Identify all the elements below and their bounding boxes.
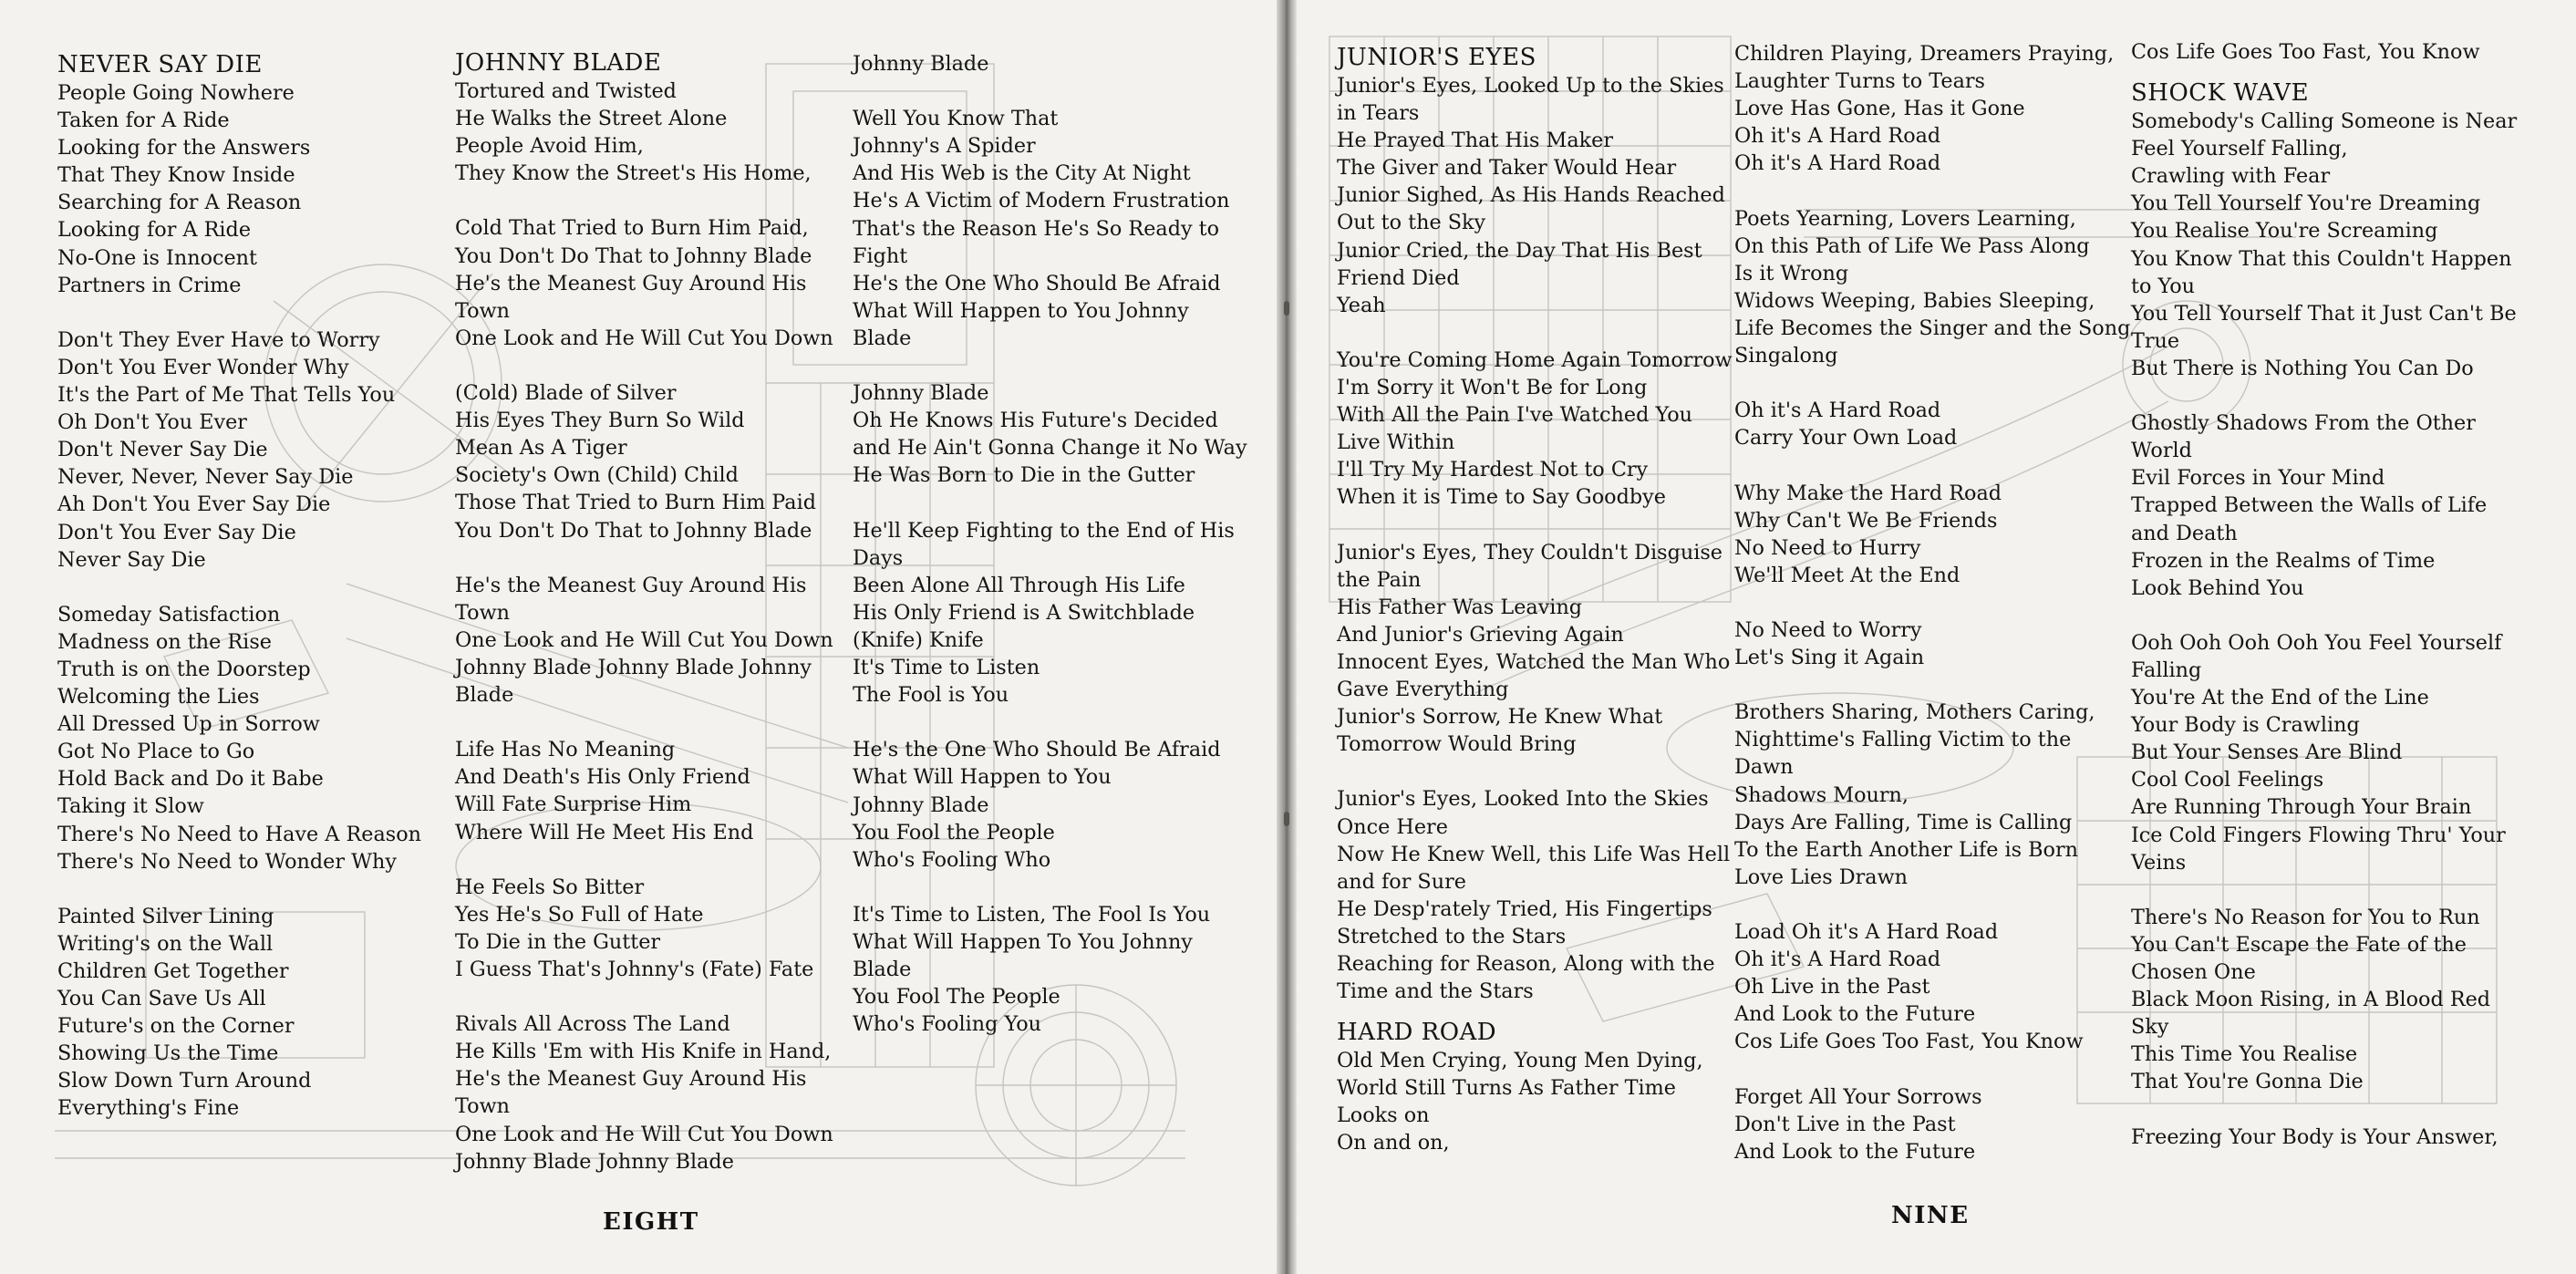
lyric-line: Hold Back and Do it Babe	[57, 767, 324, 792]
lyric-line: and for Sure	[1337, 869, 1466, 894]
lyrics-lines	[57, 79, 459, 1123]
stanza-break	[1734, 891, 2136, 918]
lyrics-lines	[1337, 72, 1738, 1005]
lyric-line: Out to the Sky	[1337, 211, 1486, 235]
lyric-line: Once Here	[1337, 814, 1448, 839]
lyric-line: (Cold) Blade of Silver	[455, 381, 677, 406]
stanza-break	[2131, 876, 2532, 904]
lyric-line: On this Path of Life We Pass Along	[1734, 233, 2090, 258]
lyric-line: Slow Down Turn Around	[57, 1069, 312, 1093]
lyric-line: Cold That Tried to Burn Him Paid,	[455, 216, 809, 241]
lyrics-lines	[2131, 38, 2532, 66]
lyric-line: They Know the Street's His Home,	[455, 161, 812, 186]
lyric-line: Ah Don't You Ever Say Die	[57, 492, 331, 517]
lyric-line: Shadows Mourn,	[1734, 782, 1909, 807]
lyric-line: Everything's Fine	[57, 1096, 240, 1121]
lyric-line: He Was Born to Die in the Gutter	[853, 463, 1195, 488]
stanza-break	[2131, 602, 2532, 629]
lyric-line: Are Running Through Your Brain	[2131, 795, 2472, 820]
lyric-line: Junior's Eyes, Looked Into the Skies	[1337, 787, 1709, 812]
lyric-line: He Kills 'Em with His Knife in Hand,	[455, 1040, 832, 1064]
staple-bottom	[1284, 812, 1289, 826]
lyrics-lines	[2131, 108, 2532, 1151]
lyric-line: Chosen One	[2131, 960, 2256, 984]
lyric-line: Carry Your Own Load	[1734, 426, 1958, 451]
lyric-line: Yeah	[1337, 293, 1386, 317]
lyric-line: To Die in the Gutter	[455, 929, 661, 954]
stanza-break	[2131, 1095, 2532, 1123]
lyric-line: You're Coming Home Again Tomorrow	[1337, 347, 1733, 372]
lyric-line: Blade	[853, 326, 912, 350]
lyric-line: Oh it's A Hard Road	[1734, 151, 1941, 176]
lyric-line: Brothers Sharing, Mothers Caring,	[1734, 700, 2095, 725]
lyric-line: Taking it Slow	[57, 794, 204, 819]
lyric-line: Life Becomes the Singer and the Song	[1734, 316, 2131, 340]
lyric-line: Johnny Blade	[853, 792, 989, 817]
lyric-line: Looks on	[1337, 1103, 1430, 1128]
lyric-line: Nighttime's Falling Victim to the	[1734, 728, 2072, 752]
lyric-line: Innocent Eyes, Watched the Man Who	[1337, 649, 1731, 674]
lyric-line: Town	[455, 600, 511, 625]
lyric-line: You Don't Do That to Johnny Blade	[455, 243, 812, 268]
lyric-line: Is it Wrong	[1734, 261, 1849, 285]
lyric-line: Rivals All Across The Land	[455, 1012, 730, 1037]
lyric-line: Junior's Eyes, They Couldn't Disguise	[1337, 540, 1723, 564]
lyric-line: Blade	[455, 683, 514, 708]
lyric-line: Veins	[2131, 850, 2187, 875]
lyric-line: There's No Need to Wonder Why	[57, 849, 397, 874]
lyric-line: His Father Was Leaving	[1337, 595, 1583, 619]
lyric-line: He Prayed That His Maker	[1337, 129, 1614, 153]
lyric-line: Who's Fooling You	[853, 1012, 1042, 1037]
lyric-line: There's No Need to Have A Reason	[57, 822, 422, 846]
lyric-line: His Eyes They Burn So Wild	[455, 409, 745, 433]
stanza-break	[1734, 177, 2136, 204]
lyric-line: Friend Died	[1337, 265, 1460, 290]
lyric-line: Partners in Crime	[57, 273, 242, 297]
stanza-break	[1337, 512, 1738, 539]
stanza-break	[853, 874, 1254, 901]
stanza-break	[1337, 758, 1738, 785]
lyric-line: Load Oh it's A Hard Road	[1734, 920, 1999, 944]
page-number-nine: NINE	[1891, 1202, 1970, 1229]
lyric-line: Ice Cold Fingers Flowing Thru' Your	[2131, 823, 2506, 847]
lyric-line: Falling	[2131, 658, 2202, 682]
staple-top	[1284, 301, 1289, 316]
lyric-line: Oh He Knows His Future's Decided	[853, 409, 1218, 433]
lyric-line: Town	[455, 298, 511, 323]
lyric-line: Days Are Falling, Time is Calling	[1734, 810, 2073, 834]
lyric-line: And Death's His Only Friend	[455, 765, 750, 790]
lyric-line: With All the Pain I've Watched You	[1337, 403, 1693, 428]
lyric-line: Ooh Ooh Ooh Ooh You Feel Yourself	[2131, 630, 2502, 655]
stanza-break	[455, 544, 856, 572]
lyric-line: Ghostly Shadows From the Other	[2131, 411, 2476, 436]
lyric-line: Laughter Turns to Tears	[1734, 69, 1985, 94]
lyric-line: People Avoid Him,	[455, 134, 644, 159]
lyric-line: It's Time to Listen	[853, 656, 1040, 680]
stanza-break	[57, 299, 459, 326]
lyric-line: Got No Place to Go	[57, 740, 255, 764]
lyric-line: Love Has Gone, Has it Gone	[1734, 97, 2025, 121]
lyric-line: Somebody's Calling Someone is Near	[2131, 109, 2518, 134]
lyric-line: True	[2131, 328, 2180, 353]
lyric-line: What Will Happen To You Johnny	[853, 930, 1193, 954]
lyric-line: He's the Meanest Guy Around His	[455, 271, 807, 295]
lyric-line: Why Make the Hard Road	[1734, 481, 2002, 505]
lyrics-column-shock-wave	[2131, 38, 2532, 1151]
lyric-line: Who's Fooling Who	[853, 847, 1051, 872]
lyric-line: To the Earth Another Life is Born	[1734, 837, 2079, 862]
lyric-line: Gave Everything	[1337, 678, 1509, 702]
lyric-line: Where Will He Meet His End	[455, 820, 754, 844]
lyric-line: Johnny Blade Johnny Blade Johnny	[455, 655, 812, 679]
lyric-line: Let's Sing it Again	[1734, 646, 1925, 670]
lyric-line: You're At the End of the Line	[2131, 686, 2429, 710]
stanza-break	[853, 709, 1254, 736]
lyric-line: On and on,	[1337, 1131, 1450, 1155]
lyric-line: Oh it's A Hard Road	[1734, 124, 1941, 149]
lyric-line: He Feels So Bitter	[455, 875, 645, 899]
lyric-line: and He Ain't Gonna Change it No Way	[853, 436, 1247, 461]
stanza-break	[1734, 671, 2136, 699]
lyric-line: Fight	[853, 243, 908, 268]
stanza-break	[455, 187, 856, 214]
lyric-line: Cool Cool Feelings	[2131, 768, 2324, 792]
stanza-break	[455, 352, 856, 379]
lyric-line: And Look to the Future	[1734, 1139, 1976, 1164]
lyric-line: He's A Victim of Modern Frustration	[853, 189, 1230, 213]
stanza-break	[455, 846, 856, 874]
lyric-line: Never Say Die	[57, 547, 206, 572]
lyric-line: When it is Time to Say Goodbye	[1337, 485, 1666, 510]
lyric-line: Future's on the Corner	[57, 1014, 295, 1039]
lyric-line: and Death	[2131, 521, 2238, 545]
lyric-line: One Look and He Will Cut You Down	[455, 1122, 833, 1146]
lyric-line: What Will Happen to You	[853, 765, 1112, 790]
lyric-line: Junior Cried, the Day That His Best	[1337, 238, 1702, 263]
stanza-break	[853, 490, 1254, 517]
lyric-line: And Junior's Grieving Again	[1337, 622, 1624, 647]
lyric-line: He's the One Who Should Be Afraid	[853, 738, 1221, 762]
lyric-line: He Desp'rately Tried, His Fingertips	[1337, 896, 1712, 921]
stanza-break	[1734, 369, 2136, 397]
song-title-hard-road: HARD ROAD	[1337, 1019, 1497, 1047]
stanza-break	[853, 78, 1254, 105]
stanza-break	[1337, 319, 1738, 347]
lyric-line: All Dressed Up in Sorrow	[57, 712, 320, 737]
lyrics-lines	[853, 50, 1254, 1038]
lyric-line: No Need to Worry	[1734, 617, 1922, 642]
lyric-line: Oh Live in the Past	[1734, 975, 1930, 1000]
song-title-shock-wave: SHOCK WAVE	[2131, 79, 2310, 108]
lyric-line: That You're Gonna Die	[2131, 1070, 2364, 1094]
lyric-line: Stretched to the Stars	[1337, 924, 1567, 948]
lyric-line: You Realise You're Screaming	[2131, 219, 2438, 243]
lyric-line: Showing Us the Time	[57, 1041, 279, 1066]
lyric-line: Those That Tried to Burn Him Paid	[455, 491, 816, 515]
lyric-line: Feel Yourself Falling,	[2131, 137, 2348, 161]
lyric-line: His Only Friend is A Switchblade	[853, 600, 1195, 625]
lyric-line: Your Body is Crawling	[2131, 713, 2360, 738]
lyric-line: It's the Part of Me That Tells You	[57, 383, 396, 408]
lyric-line: Oh Don't You Ever	[57, 410, 247, 435]
lyric-line: Been Alone All Through His Life	[853, 573, 1185, 597]
lyric-line: No-One is Innocent	[57, 245, 258, 270]
lyric-line: Children Playing, Dreamers Praying,	[1734, 42, 2115, 66]
lyric-line: There's No Reason for You to Run	[2131, 905, 2480, 929]
lyric-line: Poets Yearning, Lovers Learning,	[1734, 206, 2076, 231]
lyrics-lines	[1337, 1047, 1738, 1156]
lyric-line: Children Get Together	[57, 959, 289, 983]
stanza-break	[853, 352, 1254, 379]
song-title-johnny-blade: JOHNNY BLADE	[455, 49, 662, 77]
stanza-break	[1734, 589, 2136, 616]
lyric-line: You Can Save Us All	[57, 987, 266, 1011]
lyric-line: You Don't Do That to Johnny Blade	[455, 518, 812, 543]
lyric-line: You Can't Escape the Fate of the	[2131, 932, 2467, 957]
lyric-line: But Your Senses Are Blind	[2131, 741, 2403, 765]
lyric-line: Tomorrow Would Bring	[1337, 732, 1577, 757]
lyric-line: He's the Meanest Guy Around His	[455, 1067, 807, 1092]
lyric-line: What Will Happen to You Johnny	[853, 298, 1189, 323]
song-title-juniors-eyes: JUNIOR'S EYES	[1337, 44, 1536, 71]
lyric-line: You Fool the People	[853, 820, 1055, 844]
stanza-break	[455, 983, 856, 1010]
lyric-line: Life Has No Meaning	[455, 738, 676, 762]
lyric-line: Yes He's So Full of Hate	[455, 902, 704, 927]
lyric-line: Madness on the Rise	[57, 629, 272, 654]
lyric-line: (Knife) Knife	[853, 627, 984, 652]
lyric-line: And His Web is the City At Night	[853, 161, 1191, 186]
lyric-line: Well You Know That	[853, 107, 1059, 131]
lyric-line: Sky	[2131, 1015, 2169, 1040]
lyric-line: Frozen in the Realms of Time	[2131, 548, 2436, 573]
stanza-break	[1734, 1055, 2136, 1082]
lyric-line: Black Moon Rising, in A Blood Red	[2131, 988, 2491, 1012]
lyric-line: Johnny Blade	[853, 52, 989, 76]
lyric-line: It's Time to Listen, The Fool Is You	[853, 902, 1211, 927]
stanza-break	[2131, 382, 2532, 409]
lyric-line: Dawn	[1734, 755, 1794, 780]
lyric-line: Johnny Blade Johnny Blade	[455, 1149, 734, 1174]
lyric-line: Tortured and Twisted	[455, 79, 677, 103]
lyric-line: Mean As A Tiger	[455, 436, 627, 461]
lyric-line: And Look to the Future	[1734, 1002, 1976, 1027]
lyric-line: Time and the Stars	[1337, 979, 1534, 1004]
lyric-line: We'll Meet At the End	[1734, 563, 1960, 587]
lyric-line: Junior's Eyes, Looked Up to the Skies	[1337, 74, 1724, 98]
lyric-line: You Know That this Couldn't Happen	[2131, 246, 2512, 271]
lyrics-column-johnny-blade-continued	[853, 50, 1254, 1038]
lyric-line: Truth is on the Doorstep	[57, 657, 311, 681]
lyrics-lines	[1734, 40, 2136, 1165]
lyric-line: Why Can't We Be Friends	[1734, 508, 1998, 533]
lyric-line: Evil Forces in Your Mind	[2131, 466, 2385, 491]
lyric-line: Looking for A Ride	[57, 218, 252, 243]
lyric-line: Never, Never, Never Say Die	[57, 465, 354, 490]
lyric-line: Oh it's A Hard Road	[1734, 399, 1941, 423]
stanza-break	[57, 574, 459, 601]
lyric-line: He's the Meanest Guy Around His	[455, 573, 807, 597]
lyric-line: the Pain	[1337, 567, 1422, 592]
lyric-line: People Going Nowhere	[57, 81, 295, 105]
lyric-line: Blade	[853, 958, 912, 982]
right-page	[1293, 0, 2576, 1274]
lyric-line: The Giver and Taker Would Hear	[1337, 156, 1677, 181]
lyric-line: Don't Never Say Die	[57, 438, 268, 462]
lyric-line: Don't You Ever Say Die	[57, 520, 296, 544]
lyric-line: Painted Silver Lining	[57, 904, 274, 928]
lyric-line: Now He Knew Well, this Life Was Hell	[1337, 842, 1731, 866]
lyric-line: Love Lies Drawn	[1734, 865, 1909, 889]
lyric-line: You Tell Yourself You're Dreaming	[2131, 192, 2481, 216]
lyric-line: Welcoming the Lies	[57, 685, 260, 710]
lyric-line: Look Behind You	[2131, 575, 2304, 600]
lyric-line: Don't They Ever Have to Worry	[57, 327, 380, 352]
lyric-line: Days	[853, 545, 904, 570]
lyric-line: Don't Live in the Past	[1734, 1112, 1956, 1136]
lyric-line: That's the Reason He's So Ready to	[853, 216, 1220, 241]
lyric-line: That They Know Inside	[57, 163, 295, 188]
lyric-line: Crawling with Fear	[2131, 164, 2331, 189]
lyric-line: Searching for A Reason	[57, 191, 302, 215]
lyrics-column-hard-road-continued	[1734, 40, 2136, 1165]
lyric-line: Looking for the Answers	[57, 136, 311, 161]
lyrics-column-johnny-blade	[455, 48, 856, 1176]
lyric-line: He'll Keep Fighting to the End of His	[853, 518, 1235, 543]
lyric-line: Oh it's A Hard Road	[1734, 948, 1941, 972]
lyric-line: You Tell Yourself That it Just Can't Be	[2131, 301, 2517, 326]
lyric-line: Old Men Crying, Young Men Dying,	[1337, 1049, 1703, 1073]
lyric-line: World	[2131, 439, 2192, 463]
lyric-line: Taken for A Ride	[57, 109, 230, 133]
lyrics-column-never-say-die	[57, 50, 459, 1123]
lyric-line: Junior Sighed, As His Hands Reached	[1337, 183, 1725, 208]
lyric-line: One Look and He Will Cut You Down	[455, 326, 833, 350]
lyrics-column-juniors-eyes	[1337, 43, 1738, 1157]
lyric-line: Johnny Blade	[853, 381, 989, 406]
lyric-line: I'm Sorry it Won't Be for Long	[1337, 376, 1648, 400]
stanza-break	[455, 709, 856, 736]
lyric-line: He's the One Who Should Be Afraid	[853, 271, 1221, 295]
lyric-line: Singalong	[1734, 344, 1838, 368]
lyric-line: Will Fate Surprise Him	[455, 792, 692, 817]
song-title-never-say-die: NEVER SAY DIE	[57, 51, 263, 78]
book-spine-gutter	[1277, 0, 1297, 1274]
stanza-break	[1734, 451, 2136, 479]
lyric-line: I'll Try My Hardest Not to Cry	[1337, 458, 1649, 482]
lyric-line: This Time You Realise	[2131, 1042, 2358, 1067]
lyric-line: Reaching for Reason, Along with the	[1337, 952, 1715, 976]
lyric-line: Don't You Ever Wonder Why	[57, 355, 349, 379]
lyric-line: in Tears	[1337, 101, 1420, 126]
lyric-line: Junior's Sorrow, He Knew What	[1337, 705, 1663, 730]
lyric-line: Johnny's A Spider	[853, 134, 1036, 159]
lyric-line: Forget All Your Sorrows	[1734, 1084, 1982, 1109]
lyric-line: He Walks the Street Alone	[455, 107, 728, 131]
lyric-line: Live Within	[1337, 430, 1455, 455]
lyric-line: One Look and He Will Cut You Down	[455, 627, 833, 652]
left-page	[0, 0, 1280, 1274]
stanza-break	[57, 875, 459, 903]
lyric-line: Town	[455, 1094, 511, 1119]
lyric-line: World Still Turns As Father Time	[1337, 1076, 1676, 1101]
lyric-line: The Fool is You	[853, 683, 1009, 708]
lyric-line: No Need to Hurry	[1734, 535, 1921, 560]
lyric-line: You Fool The People	[853, 985, 1060, 1010]
lyric-line: Widows Weeping, Babies Sleeping,	[1734, 288, 2095, 313]
lyric-line: Someday Satisfaction	[57, 602, 281, 627]
lyric-line: Trapped Between the Walls of Life	[2131, 493, 2488, 518]
lyric-line: Freezing Your Body is Your Answer,	[2131, 1124, 2498, 1149]
lyric-line: Writing's on the Wall	[57, 931, 274, 956]
lyric-line: I Guess That's Johnny's (Fate) Fate	[455, 958, 814, 981]
lyrics-lines	[455, 78, 856, 1176]
lyric-line: to You	[2131, 274, 2196, 298]
lyric-line: Society's Own (Child) Child	[455, 463, 739, 488]
lyric-line: But There is Nothing You Can Do	[2131, 356, 2474, 380]
lyric-line: Cos Life Goes Too Fast, You Know	[1734, 1030, 2084, 1054]
page-number-eight: EIGHT	[603, 1208, 699, 1236]
lyric-line: Cos Life Goes Too Fast, You Know	[2131, 40, 2480, 64]
